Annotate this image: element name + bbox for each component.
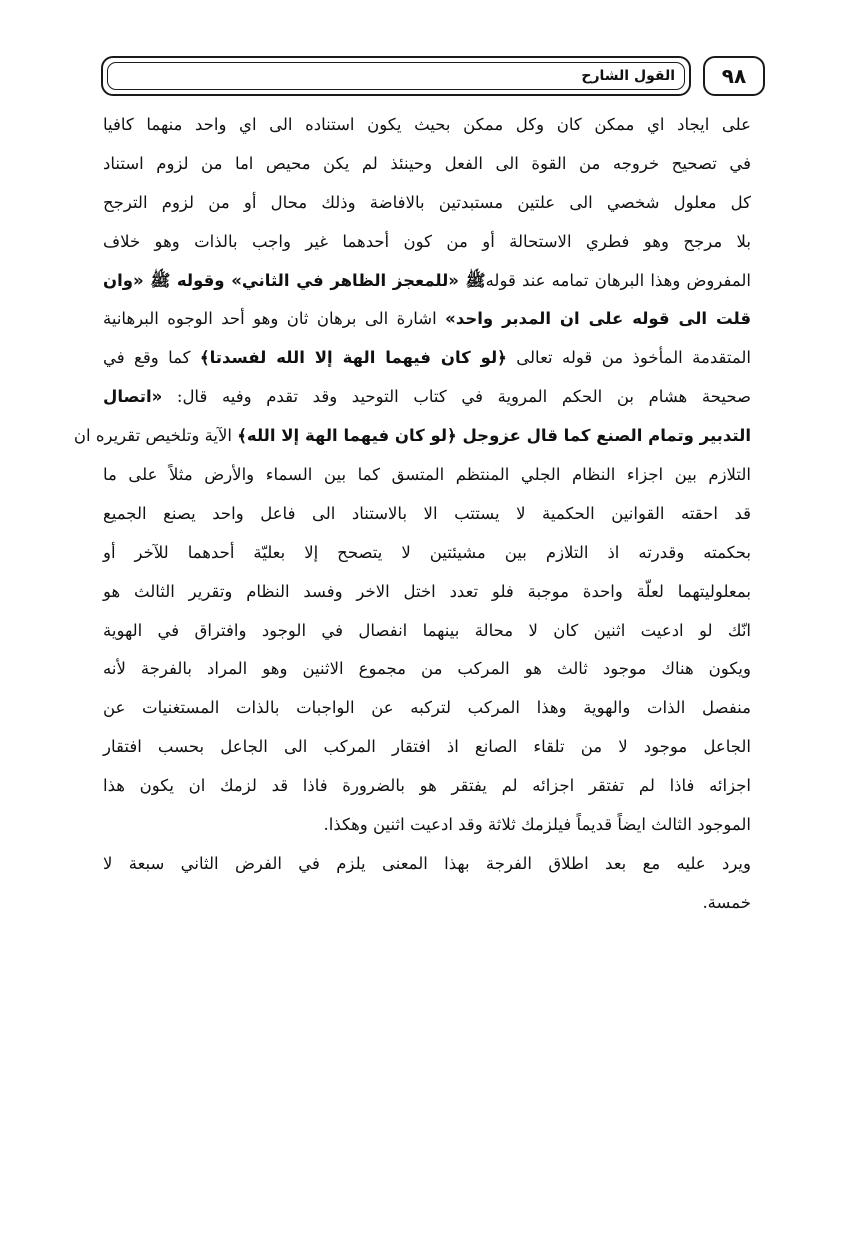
text-segment: كل معلول شخصي الى علتين مستبدتين بالافاضة وذلك محال أو من لزوم الترجح	[103, 192, 751, 212]
text-line	[103, 495, 751, 534]
text-segment: منفصل الذات والهوية وهذا المركب لتركبه عن الواجبات بالذات المستغنيات عن	[103, 698, 751, 718]
text-line	[103, 456, 751, 495]
text-segment: في تصحيح خروجه من القوة الى الفعل وحينئذ لم يكن محيص اما من لزوم استناد	[103, 153, 751, 173]
text-line	[103, 223, 751, 262]
text-segment: الجاعل موجود لا من تلقاء الصانع اذ افتقار المركب الى الجاعل بحسب افتقار	[103, 737, 751, 757]
text-line	[103, 573, 751, 612]
text-line	[103, 339, 751, 378]
text-line	[103, 845, 751, 884]
text-line	[103, 728, 751, 767]
text-segment: المفروض وهذا البرهان تمامه عند قوله	[485, 270, 752, 290]
text-line	[103, 650, 751, 689]
text-segment: الموجود الثالث ايضاً قديماً فيلزمك ثلاثة وقد ادعيت اثنين وهكذا.	[323, 815, 751, 835]
bold-quote-segment: «اتصال	[103, 387, 163, 407]
page-header	[101, 56, 765, 100]
text-segment: التلازم بين اجزاء النظام الجلي المنتظم المتسق كما بين السماء والأرض مثلاً على ما	[103, 465, 751, 485]
text-segment: الآية وتلخيص تقريره ان	[73, 426, 238, 446]
text-segment: قد احقته القوانين الحكمية لا يستتب الا بالاستناد الى فاعل واحد يصنع الجميع	[103, 503, 751, 523]
text-line	[73, 417, 751, 456]
text-segment: انّك لو ادعيت اثنين كان لا محالة بينهما انفصال في الوجود وافتراق في الهوية	[103, 620, 751, 640]
text-line	[103, 262, 751, 301]
text-segment: بلا مرجح وهو فطري الاستحالة أو من كون أحدهما غير واجب بالذات وهو خلاف	[103, 231, 751, 251]
running-title-text: القول الشارح	[581, 68, 675, 84]
text-segment: اشارة الى برهان ثان وهو أحد الوجوه البرهانية	[103, 309, 446, 329]
text-line	[103, 689, 751, 728]
text-segment: المتقدمة المأخوذ من قوله تعالى	[506, 348, 751, 368]
running-title	[101, 56, 691, 96]
text-segment: ويرد عليه مع بعد اطلاق الفرجة بهذا المعنى يلزم في الفرض الثاني سبعة لا	[103, 853, 751, 873]
text-line	[103, 884, 751, 923]
text-segment: بحكمته وقدرته اذ التلازم بين مشيئتين لا يتصحح إلا بعليّة أحدهما للآخر أو	[103, 542, 751, 562]
text-segment: كما وقع في	[103, 348, 200, 368]
text-line	[103, 378, 751, 417]
text-segment: اجزائه فاذا لم تفتقر اجزائه لم يفتقر هو بالضرورة فاذا قد لزمك ان يكون هذا	[103, 776, 751, 796]
text-line	[103, 106, 751, 145]
bold-quote-segment: ﴿لو كان فيهما الهة إلا الله لفسدتا﴾	[199, 348, 507, 368]
text-segment: ويكون هناك موجود ثالث هو المركب من مجموع الاثنين وهو المراد بالفرجة لأنه	[103, 659, 751, 679]
bold-quote-segment: قلت الى قوله على ان المدبر واحد»	[445, 309, 751, 329]
body-text	[73, 106, 752, 923]
text-segment: على ايجاد اي ممكن كان وكل ممكن بحيث يكون استناده الى اي واحد منهما كافيا	[103, 115, 751, 134]
text-line	[103, 184, 751, 223]
bold-quote-segment: ﷺ «للمعجز الظاهر في الثاني» وقوله ﷺ «وان	[103, 270, 486, 290]
text-segment: خمسة.	[702, 892, 751, 912]
text-segment: صحيحة هشام بن الحكم المروية في كتاب التوحيد وقد تقدم وفيه قال:	[162, 387, 751, 407]
text-segment: بمعلوليتهما لعلّة واحدة موجبة فلو تعدد اختل الاخر وفسد النظام وتقرير الثالث هو	[103, 581, 751, 601]
text-line	[103, 534, 751, 573]
page-number: ٩٨	[703, 56, 765, 96]
text-line	[103, 612, 751, 651]
bold-quote-segment: التدبير وتمام الصنع كما قال عزوجل ﴿لو كان فيهما الهة إلا الله﴾	[237, 426, 751, 446]
text-line	[103, 300, 751, 339]
text-line	[103, 806, 751, 845]
text-line	[103, 767, 751, 806]
text-line	[103, 145, 751, 184]
